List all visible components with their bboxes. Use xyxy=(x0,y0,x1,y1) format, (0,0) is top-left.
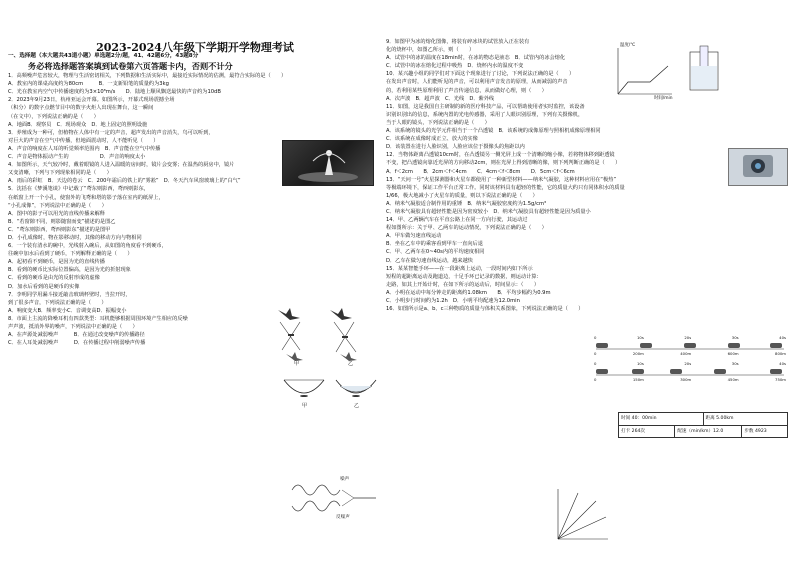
question-line: 10．某兴趣小组的同学们对下面这个现象进行了讨论，下列说法正确的是（ ） xyxy=(386,71,575,78)
run-distance: 距离 5.00km xyxy=(705,416,734,421)
question-line: 11．如图，这是我国自主研制的新的医疗科技产品，可以帮助使用者实时监控，该设备 xyxy=(386,103,585,110)
question-line: A．小明在运动中每分钟走的距离约1.08km B．平均步幅约为0.9m xyxy=(386,289,551,296)
label-yi: 乙 xyxy=(348,361,354,367)
question-line: 14．甲、乙两辆汽车在平直公路上在同一方向行驶，其运动过 xyxy=(386,217,528,224)
question-line: 又变清晰，下列与下列现象相同的是（ ） xyxy=(8,170,112,177)
question-line: “小孔成像”，下列说法中正确的是（ ） xyxy=(8,202,107,209)
question-line: 声声波，抵消外界的噪声，下列说法中正确的是（ ） xyxy=(8,324,138,330)
face-recognition-photo xyxy=(728,148,788,186)
camera-device-icon xyxy=(729,149,787,185)
anti-noise-label: 反噪声 xyxy=(336,515,350,520)
question-line: A．起初看不到硬币，是因为光的直线传播 xyxy=(8,259,105,266)
mass-volume-lines xyxy=(552,485,612,545)
graph-x-label: 时间/min xyxy=(654,96,673,101)
distance-label: 200m xyxy=(632,351,644,356)
graph-y-label: 温度/℃ xyxy=(620,43,636,48)
question-line: 1．高频噪声危害较大，物理与生活密切相关，下列数据和生活实际中，最接近实际情况的估测，最符合实际的是（ ） xyxy=(8,73,287,80)
noise-wave-figure xyxy=(290,470,378,526)
question-line: C．试管中的冰在熔化过程中吸热 D．烧杯内水的温度不变 xyxy=(386,63,524,70)
time-label: 10s xyxy=(637,335,644,340)
question-line: （在文中），下列说法正确的是（ ） xyxy=(8,113,99,120)
noise-label: 噪声 xyxy=(340,477,350,482)
question-line: 6．一个装有清水的碗中，光线射入碗后，从如图的角度看不到硬币， xyxy=(8,243,167,250)
question-line: A．试管中的冰的温度在18min时，在冰的物态是液态 B．试管内的冰会熔化 xyxy=(386,55,566,62)
time-label: 10s xyxy=(637,361,644,366)
question-line: 12．当物体距离凸透镜10cm时，在凸透镜另一侧光屏上成一个清晰的缩小像，若将物体移到距透镜 xyxy=(386,152,615,159)
question-line: 1/66，极大地减小了火星车的质量，则以下说法正确的是（ ） xyxy=(386,192,538,199)
question-line: 在发出声音时，人们能听见的声音，可以利用声音发音的原理，从而减弱的声音 xyxy=(386,79,568,86)
distance-label: 150m xyxy=(632,377,644,382)
question-line: C．甲、乙两车在0~40s内的平均速度相同 xyxy=(386,249,485,256)
car-track-diagram xyxy=(592,333,788,383)
question-line: C．该系统在成像时成正立、放大的实像 xyxy=(386,136,478,143)
question-line: 15．某某智能手环——在一段距离上运动，一段时间内如下所示 xyxy=(386,265,533,272)
distance-label: 750m xyxy=(775,377,786,382)
distance-label: 800m xyxy=(775,351,786,356)
question-line: 短程的超距离运动及跑道边，十足手环已记录的数据，则运动计算： xyxy=(386,273,542,280)
question-line: B．“若窗隙不同，则影随窗而变”描述的是图乙 xyxy=(8,218,116,225)
bowl-diagram xyxy=(280,372,380,410)
question-line: D．小孔成像时，物在影移动时，其像的移动方向与物相同 xyxy=(8,234,142,241)
question-line: 4．如图所示，天气较冷时，戴着眼镜的人进入温暖的房间时，镜片会变雾；在温热的厨房中，镜片 xyxy=(8,162,235,169)
noise-wave-diagram xyxy=(290,470,378,526)
section-heading: 一、选择题（本大题共43道小题）单选题2分/题，41、42题6分，43题8分 xyxy=(8,53,199,59)
distance-label: 300m xyxy=(680,377,692,382)
stats-row xyxy=(619,413,787,426)
question-line: 当于人眼的镜头，下列说法正确的是（ ） xyxy=(386,119,490,126)
question-line: A．甲车做匀速直线运动 xyxy=(386,233,442,240)
yi-times-row xyxy=(594,361,786,366)
bird-pinhole-diagram xyxy=(270,300,380,366)
question-line: C．“鸢东则影西，鸢西则影东”描述的是图甲 xyxy=(8,226,111,233)
jia-times-row xyxy=(594,335,786,340)
question-line: 7．李明同学用漏斗接近敲击玻璃杯壁时，当拉开时， xyxy=(8,291,131,298)
notice-text: 务必将选择题答案填到试卷第六页答题卡内，否则不计分 xyxy=(28,61,233,72)
question-line: A．声音的响度在人耳的听觉频率范围内 B．声音能在空气中传播 xyxy=(8,145,161,152)
page-title: 2023-2024八年级下学期开学物理考试 xyxy=(96,41,294,54)
question-line: 等极端环境下，保证工作平台正常工作。同时该材料具有超轻的性能，它的质量大约只有同体积水的质量 xyxy=(386,184,625,191)
run-pace: 配速（min/km）12.0 xyxy=(675,426,742,438)
question-line: （积分）的数字点燃节目中的数字火炬人出现在舞台，这一瞬间 xyxy=(8,105,154,112)
time-label: 30s xyxy=(731,361,739,366)
question-line: 16．如图所示是a、b、c三种物质的质量与体积关系图象，下列说法正确的是（ ） xyxy=(386,306,584,313)
coin-bowl-figure xyxy=(280,372,380,410)
question-line: 走路，如其上开始计时，在如下所示的运动后，时间显示：（ ） xyxy=(386,281,540,288)
time-label: 40s xyxy=(779,335,786,340)
time-label: 0 xyxy=(594,335,597,340)
question-line: 8．市面上主流的降噪耳机有四款类型：耳机能够根据周围环境产生相应的反噪 xyxy=(8,315,188,322)
stats-row xyxy=(619,426,787,438)
question-line: C．纳米气凝胶具有超轻性能是因为密度较小 D．纳米气凝胶具有超轻性能是因为质量小 xyxy=(386,208,591,215)
question-line: D．该装置在进行人脸识别，人脸应该位于摄像头的焦距以内 xyxy=(386,144,525,151)
run-time: 时间 40：00min xyxy=(619,413,704,425)
question-line: A．教室内的课桌高度约为80cm B．一支新铅笔的质量约为3kg xyxy=(8,81,169,88)
question-line: C．看到的硬币是由光的反射形成的虚像 xyxy=(8,275,100,282)
distance-label: 400m xyxy=(680,351,692,356)
question-line: A．雨后的彩虹 B．天边的卷云 C．200年霜后的铁上的“雾凇” D．冬天汽车风窗玻璃上的“白气” xyxy=(8,178,241,185)
time-label: 30s xyxy=(731,335,739,340)
question-line: A．响度变大B．频率变小C．音调变高D．振幅变小 xyxy=(8,307,127,314)
jia-dist-row xyxy=(594,351,786,356)
distance-label: 0 xyxy=(594,351,597,356)
question-line: A．在声源处减弱噪声 B．在通过改变噪声的传播路径 xyxy=(8,332,145,339)
mass-volume-graph xyxy=(552,485,612,545)
question-line: A．纳米气凝胶适合制作用的重锤 B．纳米气凝胶密度约为1.5g/cm³ xyxy=(386,200,547,207)
run-count: 打卡 264次 xyxy=(619,426,675,438)
label-yi: 乙 xyxy=(354,403,360,409)
distance-label: 0 xyxy=(594,377,597,382)
distance-label: 450m xyxy=(727,377,739,382)
yi-dist-row xyxy=(594,377,786,382)
skater-figure xyxy=(283,141,373,185)
question-line: 的，若利用某些原理利用了声音传递信息，从而做好心理，则（ ） xyxy=(386,87,547,94)
question-line: A．该系统的镜头的光学元件相当于一个凸透镜 B．该系统的成像原理与照相机成像原理相同 xyxy=(386,128,601,135)
question-line: D．乙车在做匀速直线运动，越来越快 xyxy=(386,257,473,264)
question-line: A．图中的影子可以用光的直线传播来解释 xyxy=(8,210,105,217)
question-line: 往碗中加水后看到了硬币，下列解释正确的是（ ） xyxy=(8,251,133,258)
ice-skater-photo xyxy=(282,140,374,186)
time-label: 40s xyxy=(779,361,786,366)
question-line: 2．2023年9月23日，杭州亚运会开幕。如图所示，开幕式现场震撼全场 xyxy=(8,97,175,104)
label-jia: 甲 xyxy=(294,361,300,367)
question-line: C．光在教室内空气中传播速度约为3×10⁸m/s D．陆地上顺风飘送最快的声音约为10dB xyxy=(8,89,221,96)
running-stats-table xyxy=(618,412,788,438)
question-line: B．坐在乙车中的乘客看到甲车一直向后退 xyxy=(386,241,483,248)
question-line: 5．沈括在《梦溪笔谈》中记载了“鸢东则影西，鸢西则影东， xyxy=(8,186,149,193)
question-line: 3．养殖成为一种可，但植物在人体中有一定的声音，超声发出的声音消失，鸟可以听到， xyxy=(8,129,214,136)
question-line: B．看到的硬币比实际位置偏高，是因为光的折射现象 xyxy=(8,267,131,274)
question-line: 不变，把凸透镜向靠近光屏的方向移动2cm，则在光屏上得到清晰的像，则下列判断正确的是（ ） xyxy=(386,160,621,167)
car-motion-figure xyxy=(592,333,788,383)
question-line: 到了很多声音，下列说法正确的是（ ） xyxy=(8,299,107,306)
question-line: 在纸窗上开一个小孔，使窗外的飞鸢和塔的影子落在室内的纸屏上， xyxy=(8,194,164,201)
question-line: 程如图所示：关于甲、乙两车的运动情况，下列说法正确的是（ ） xyxy=(386,225,547,232)
question-line: 13．“天问一号”火星探测器和火星车都使用了一种新型材料——纳米气凝胶，这种材料应用在“极热” xyxy=(386,176,617,183)
time-label: 0 xyxy=(594,361,597,366)
time-label: 20s xyxy=(684,361,692,366)
melting-graph-figure xyxy=(610,42,730,104)
question-line: C．在人耳处减弱噪声 D．在传播过程中削弱噪声传播 xyxy=(8,340,146,347)
question-line: 对巨大的声音在空气中传播，但地面震动时，人不能听见（ ） xyxy=(8,137,159,144)
question-line: 化的烧杯中，如图乙所示，则（ ） xyxy=(386,47,475,54)
question-line: 9．如图甲为冰的熔化图像，将装有碎冰块的试管放入正在装有 xyxy=(386,39,530,45)
run-steps: 步数 4923 xyxy=(744,429,767,434)
question-line: D．加水后看到的是硬币的实像 xyxy=(8,283,80,290)
question-line: 识别识别出的信息，系统内置的光电传感器，采用了人眼识别原理，下列有关摄像机， xyxy=(386,111,584,118)
label-jia: 甲 xyxy=(302,403,308,409)
time-label: 20s xyxy=(684,335,692,340)
question-line: C．小明步行时间约为1.2h D．小明平均配速为12.0min xyxy=(386,298,520,304)
question-line: C．声音是物体振动产生的 D．声音的响度太小 xyxy=(8,154,146,161)
question-line: A．次声波 B．超声波 C．光线 D．紫外线 xyxy=(386,95,495,102)
question-line: A．地面B．观察员 C．现场观众 D．地上固定的照明设施 xyxy=(8,121,148,128)
question-line: A．f＜2cm B．2cm＜f＜4cm C．4cm＜f＜8cm D．5cm＜f＜6cm xyxy=(386,168,575,175)
bird-shadow-figure xyxy=(270,300,380,366)
distance-label: 600m xyxy=(727,351,739,356)
